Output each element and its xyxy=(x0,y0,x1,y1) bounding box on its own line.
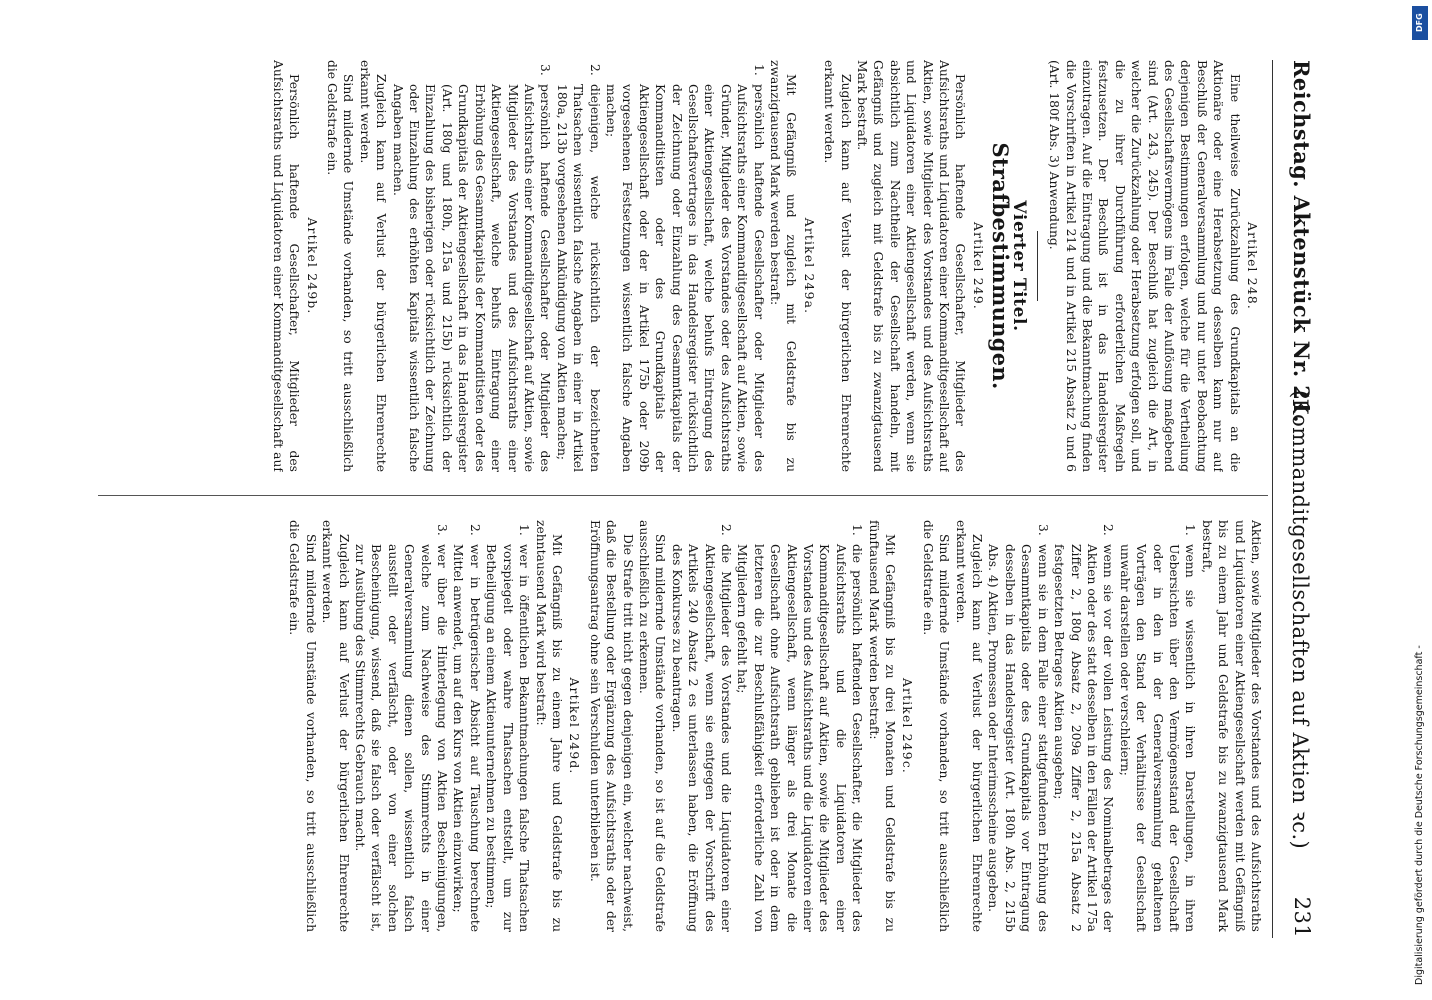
list-item: 1. wer in öffentlichen Bekanntmachungen falsche Thatsachen vorspiegelt oder wahre Thatsachen entstellt, um zur Betheiligung an einem Aktienunternehmen zu bestimmen; xyxy=(484,524,532,932)
list-item: 3. persönlich haftende Gesellschafter oder Mitglieder des Aufsichtsraths einer Kommanditgesellschaft auf Aktien, sowie Mitglieder des Vorstandes und des Aufsichtsraths einer Aktiengesellschaft, welche behufs Eintragung einer Erhöhung des Gesammtkapitals der Kommanditisten oder des Grundkapitals der Aktiengesellschaft in das Handelsregister (Art. 180g und 180h, 215a und 215b) rücksichtlich der Einzahlung des bisherigen oder rücksichtlich der Zeichnung oder Einzahlung des erhöhten Kapitals wissentlich falsche Angaben machen. xyxy=(390,64,553,472)
page-header xyxy=(1280,60,1318,938)
section-divider xyxy=(1037,231,1038,301)
article-249c-list xyxy=(668,520,865,932)
title-subheading: Strafbestimmungen. xyxy=(988,142,1014,390)
article-248-heading: Artikel 248. xyxy=(1245,222,1259,310)
left-column xyxy=(24,60,1264,472)
dfg-logo: DFG xyxy=(1412,6,1428,40)
article-249a-text-2: Zugleich kann auf Verlust der bürgerlichen Ehrenrechte erkannt werden. xyxy=(357,60,389,472)
article-249d-heading: Artikel 249d. xyxy=(567,677,582,775)
dfg-credit-text: Digitalisierung gefördert durch die Deutsche Forschungsgemeinschaft - xyxy=(1414,645,1425,985)
list-item: 3. wer über die Hinterlegung von Aktien Bescheinigungen, welche zum Nachweise des Stimmrechts in einer Generalversammlung dienen sollen, wissentlich falsch ausstellt oder verfälscht, oder von einer solchen Bescheinigung, wissend, daß sie falsch oder verfälscht ist, zur Ausübung des Stimmrechts Gebrauch macht. xyxy=(353,524,450,932)
article-249-text-2: Zugleich kann auf Verlust der bürgerlichen Ehrenrechte erkannt werden. xyxy=(822,60,853,472)
list-item: 3. wenn sie in dem Falle einer stattgefundenen Erhöhung des Gesammtkapitals oder des Grundkapitals vor Eintragung desselben in das Handelsregister (Art. 180h Abs. 2, 215b Abs. 4) Aktien, Promessen oder Interimsscheine ausgeben. xyxy=(986,524,1050,932)
article-249-heading: Artikel 249. xyxy=(970,222,985,310)
article-249a-text: Mit Gefängniß und zugleich mit Geldstrafe bis zu zwanzigtausend Mark werden bestraft: xyxy=(768,60,799,472)
title-heading: Vierter Titel. xyxy=(1008,200,1029,332)
article-249c-text: Mit Gefängniß bis zu drei Monaten und Geldstrafe bis zu fünftausend Mark werden bestraft: xyxy=(866,520,898,932)
list-item: 2. wenn sie vor der vollen Leistung des Nominalbetrages der Aktien oder des statt desselben in den Fällen der Artikel 175a Ziffer 2, 180g Absatz 2, 209a Ziffer 2, 215a Absatz 2 festgesetzten Betrages Aktien ausgeben; xyxy=(1052,524,1116,932)
list-item: 2. diejenigen, welche rücksichtlich der bezeichneten Thatsachen wissentlich falsche Angaben in einer in Artikel 180a, 213b vorgesehenen Ankündigung von Aktien machen; xyxy=(554,64,602,472)
article-249c-text-3: Die Strafe tritt nicht gegen denjenigen ein, welcher nachweist, daß die Bestellung oder Ergänzung des Aufsichtsraths oder der Eröffnungsantrag ohne sein Verschulden unterblieben ist. xyxy=(587,520,635,932)
list-item: 1. wenn sie wissentlich in ihren Darstellungen, in ihren Uebersichten über den Vermögensstand der Gesellschaft oder in den in der Generalversammlung gehaltenen Vorträgen den Stand der Verhältnisse der Gesellschaft unwahr darstellen oder verschleiern; xyxy=(1117,524,1198,932)
list-item: 2. wer in betrügerischer Absicht auf Täuschung berechnete Mittel anwendet, um auf den Kurs von Aktien einzuwirken; xyxy=(451,524,482,932)
article-249b-text-3: Sind mildernde Umstände vorhanden, so tritt ausschließlich die Geldstrafe ein. xyxy=(920,520,952,932)
article-249c-text-2: Sind mildernde Umstände vorhanden, so ist auf die Geldstrafe ausschließlich zu erkennen. xyxy=(636,520,668,932)
list-item: 1. persönlich haftende Gesellschafter oder Mitglieder des Aufsichtsraths einer Kommanditgesellschaft auf Aktien, sowie Gründer, Mitglieder des Vorstandes oder des Aufsichtsraths einer Aktiengesellschaft, welche behufs Eintragung des Gesellschaftsvertrages in das Handelsregister rücksichtlich der Zeichnung oder Einzahlung des Gesammtkapitals der Kommanditisten oder des Grundkapitals der Aktiengesellschaft oder der in Artikel 175b oder 209b vorgesehenen Festsetzungen wissentlich falsche Angaben machen; xyxy=(603,64,766,472)
article-249d-text-3: Sind mildernde Umstände vorhanden, so tritt ausschließlich die Geldstrafe ein. xyxy=(287,520,318,932)
header-title: Reichstag. Aktenstück Nr. 21. xyxy=(1289,60,1314,423)
article-249d-text: Mit Gefängniß bis zu einem Jahre und Geldstrafe bis zu zehntausend Mark wird bestraft: xyxy=(533,520,564,932)
list-item: 1. die persönlich haftenden Gesellschafter, die Mitglieder des Aufsichtsraths und die Liquidatoren einer Kommanditgesellschaft auf Aktien, sowie die Mitglieder des Vorstandes und des Aufsichtsraths und die Liquidatoren einer Aktiengesellschaft, wenn länger als drei Monate die Gesellschaft ohne Aufsichtsrath geblieben ist oder in dem letzteren die zur Beschlußfähigkeit erforderliche Zahl von Mitgliedern gefehlt hat; xyxy=(735,524,865,932)
article-249b-text-2: Zugleich kann auf Verlust der bürgerlichen Ehrenrechte erkannt werden. xyxy=(953,520,985,932)
article-249b-text: Persönlich haftende Gesellschafter, Mitglieder des Aufsichtsraths und Liquidatoren einer Kommanditgesellschaft auf xyxy=(270,60,302,472)
header-rule xyxy=(1272,60,1273,938)
article-249d-text-2: Zugleich kann auf Verlust der bürgerlichen Ehrenrechte erkannt werden. xyxy=(320,520,351,932)
article-249a-list xyxy=(389,60,766,472)
article-249b-list xyxy=(985,520,1198,932)
article-249b-continuation: Aktien, sowie Mitglieder des Vorstandes und des Aufsichtsraths und Liquidatoren einer Aktiengesellschaft werden mit Gefängniß bis zu einem Jahr und Geldstrafe bis zu zwanzigtausend Mark bestraft, xyxy=(1199,520,1263,932)
dfg-sidebar xyxy=(1406,0,1432,1000)
right-column xyxy=(24,520,1264,932)
article-249b-heading: Artikel 249b. xyxy=(304,217,319,315)
column-rule xyxy=(98,495,1268,496)
article-249a-text-3: Sind mildernde Umstände vorhanden, so tritt ausschließlich die Geldstrafe ein. xyxy=(325,60,356,472)
article-249a-heading: Artikel 249a. xyxy=(801,217,816,315)
list-item: 2. die Mitglieder des Vorstandes und die Liquidatoren einer Aktiengesellschaft, wenn sie entgegen der Vorschrift des Artikels 240 Absatz 2 es unterlassen haben, die Eröffnung des Konkurses zu beantragen. xyxy=(669,524,733,932)
article-249d-list xyxy=(352,520,532,932)
page-number: 231 xyxy=(1290,896,1314,938)
article-249c-heading: Artikel 249c. xyxy=(900,677,915,775)
article-248-text: Eine theilweise Zurückzahlung des Grundkapitals an die Aktionäre oder eine Herabsetzung desselben kann nur auf Beschluß der Generalversammlung und nur unter Beobachtung derjenigen Bestimmungen erfolgen, welche für die Vertheilung des Gesellschaftsvermögens im Falle der Auflösung maßgebend sind (Art. 243, 245). Der Beschluß hat zugleich die Art, in welcher die Zurückzahlung oder Herabsetzung erfolgen soll, und die zu ihrer Durchführung erforderlichen Maßregeln festzusetzen. Der Beschluß ist in das Handelsregister einzutragen. Auf die Eintragung und die Bekanntmachung finden die Vorschriften in Artikel 214 und in Artikel 215 Absatz 2 und 6 (Art. 180f Abs. 3) Anwendung. xyxy=(1047,60,1242,472)
header-subtitle: (Kommanditgesellschaften auf Aktien ꝛc.) xyxy=(1288,390,1312,850)
article-249-text: Persönlich haftende Gesellschafter, Mitglieder des Aufsichtsraths und Liquidatoren einer Kommanditgesellschaft auf Aktien, sowie Mitglieder des Vorstandes und des Aufsichtsraths und Liquidatoren einer Aktiengesellschaft werden, wenn sie absichtlich zum Nachtheile der Gesellschaft handeln, mit Gefängniß und zugleich mit Geldstrafe bis zu zwanzigtausend Mark bestraft. xyxy=(855,60,968,472)
